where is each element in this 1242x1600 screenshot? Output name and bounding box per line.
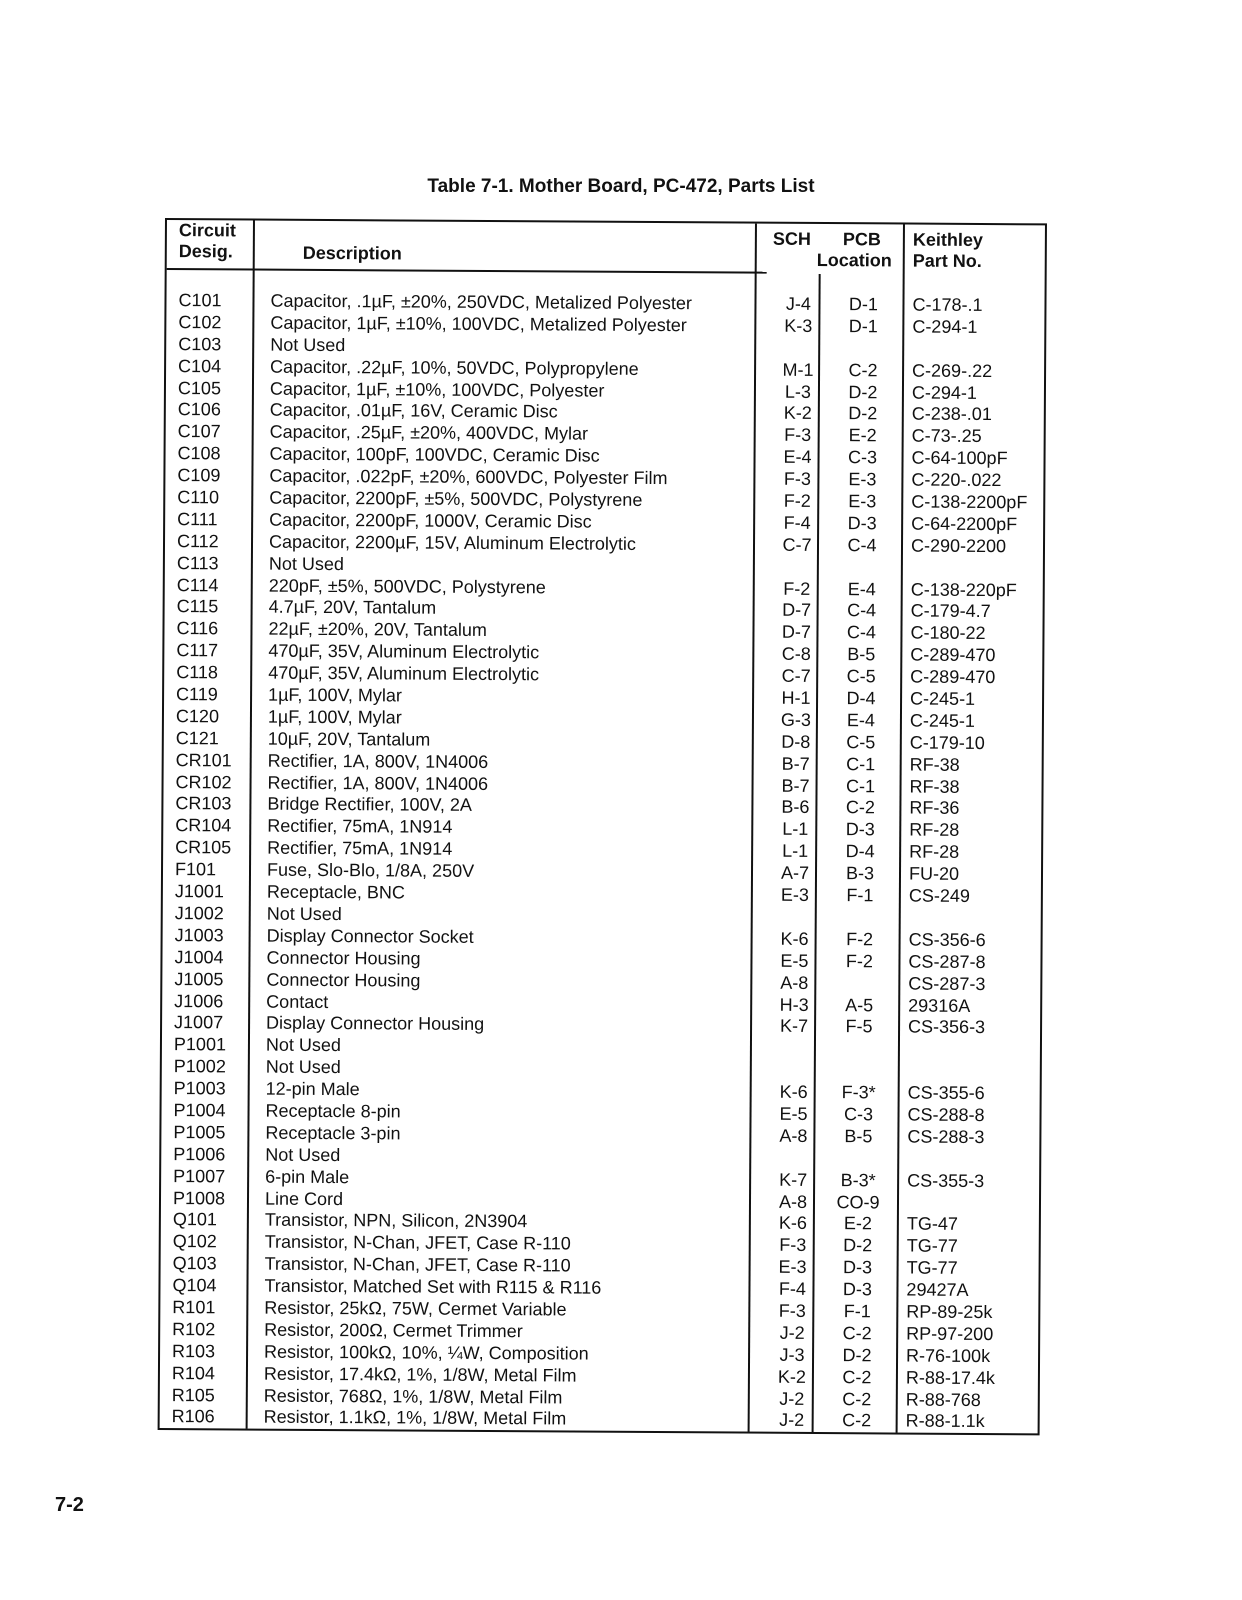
part-number-cell: FU-20 (908, 863, 960, 885)
part-number-cell: CS-355-6 (907, 1082, 985, 1104)
pcb-location-cell: C-2 (845, 797, 875, 818)
part-number-cell: C-179-10 (909, 732, 985, 753)
part-number-cell: 29316A (908, 995, 971, 1016)
sch-location-cell: J-4 (785, 293, 812, 314)
sch-location-cell: F-3 (779, 1235, 807, 1256)
sch-location-cell: B-7 (781, 775, 810, 796)
circuit-designator: P1001 (173, 1034, 227, 1055)
sch-location-cell: D-7 (781, 622, 812, 643)
circuit-designator: P1004 (173, 1100, 226, 1121)
pcb-location-cell: C-4 (847, 600, 877, 621)
description-cell: Not Used (270, 334, 346, 355)
description-cell: Transistor, N-Chan, JFET, Case R-110 (264, 1231, 571, 1254)
part-number-cell: RP-97-200 (906, 1323, 994, 1344)
description-cell: Fuse, Slo-Blo, 1/8A, 250V (266, 859, 475, 882)
circuit-designator: C109 (177, 465, 221, 486)
pcb-location-cell: E-4 (847, 578, 876, 599)
pcb-location-cell: C-2 (842, 1323, 872, 1344)
part-number-cell: CS-288-3 (907, 1126, 985, 1147)
description-cell: Connector Housing (266, 969, 421, 991)
part-number-cell: CS-355-3 (907, 1170, 985, 1191)
sch-location-cell: J-2 (779, 1388, 805, 1409)
circuit-designator: Q101 (172, 1209, 217, 1230)
part-number-cell: C-245-1 (910, 688, 976, 709)
part-number-cell: C-269-.22 (912, 360, 993, 381)
pcb-location-cell: D-2 (843, 1235, 873, 1256)
sch-location-cell: L-3 (784, 381, 812, 402)
sch-location-cell: K-7 (779, 1016, 809, 1037)
sch-location-cell: A-7 (780, 862, 810, 884)
part-number-cell: C-180-22 (910, 622, 986, 644)
circuit-designator: P1006 (173, 1143, 226, 1165)
table-title: Table 7-1. Mother Board, PC-472, Parts List (427, 176, 815, 197)
description-cell: 1µF, 100V, Mylar (267, 706, 402, 728)
sch-location-cell: L-1 (782, 819, 809, 840)
circuit-designator: P1002 (173, 1056, 226, 1077)
description-cell: Resistor, 17.4kΩ, 1%, 1/8W, Metal Film (263, 1363, 577, 1386)
description-cell: Capacitor, 1µF, ±10%, 100VDC, Polyester (269, 378, 605, 401)
pcb-location-cell: D-4 (845, 841, 875, 862)
sch-location-cell: C-8 (781, 644, 811, 665)
circuit-designator: C110 (177, 487, 220, 508)
header-part (913, 230, 983, 272)
circuit-designator: Q102 (172, 1231, 217, 1252)
pcb-location-cell: C-3 (843, 1104, 874, 1125)
header-location: Location (816, 249, 892, 271)
description-cell: Capacitor, 2200µF, 15V, Aluminum Electrolytic (268, 531, 636, 554)
description-cell: Capacitor, 2200pF, ±5%, 500VDC, Polystyrene (269, 487, 643, 510)
sch-location-cell: H-1 (781, 687, 811, 708)
header-part-line2: Part No. (912, 250, 982, 271)
description-cell: Not Used (265, 1056, 341, 1078)
description-cell: Transistor, NPN, Silicon, 2N3904 (264, 1210, 528, 1232)
sch-location-cell: F-3 (783, 468, 811, 490)
description-cell: 4.7µF, 20V, Tantalum (268, 597, 437, 619)
pcb-location-cell: E-3 (848, 469, 877, 490)
description-cell: 1µF, 100V, Mylar (268, 684, 402, 706)
circuit-designator: C104 (178, 355, 222, 377)
description-cell: Capacitor, .25µF, ±20%, 400VDC, Mylar (269, 421, 589, 444)
sch-location-cell: D-7 (782, 600, 812, 621)
pcb-location-cell: F-2 (846, 929, 874, 950)
sch-location-cell: A-8 (778, 1191, 808, 1212)
sch-location-cell: G-3 (780, 709, 812, 730)
pcb-location-cell: D-2 (842, 1344, 872, 1366)
sch-location-cell: E-3 (780, 884, 809, 905)
circuit-designator: J1003 (174, 924, 224, 946)
description-cell: Rectifier, 75mA, 1N914 (267, 816, 453, 838)
part-number-cell: C-220-.022 (911, 469, 1002, 491)
circuit-designator: C111 (177, 508, 218, 530)
description-cell: Capacitor, 1µF, ±10%, 100VDC, Metalized Polyester (270, 312, 687, 336)
pcb-location-cell: B-5 (847, 644, 876, 665)
pcb-location-cell: C-4 (847, 534, 877, 556)
circuit-designator: J1001 (174, 881, 224, 902)
pcb-location-cell: D-2 (848, 381, 878, 402)
circuit-designator: C116 (176, 618, 219, 639)
pcb-location-cell: D-3 (845, 819, 875, 840)
sch-location-cell: M-1 (782, 359, 814, 380)
pcb-location-cell: C-2 (842, 1366, 872, 1387)
circuit-designator: C112 (176, 530, 219, 552)
description-cell: Not Used (265, 1034, 342, 1056)
circuit-designator: CR102 (175, 771, 232, 793)
part-number-cell: CS-356-3 (908, 1016, 986, 1038)
header-description: Description (302, 242, 402, 264)
pcb-location-cell: C-5 (846, 666, 876, 687)
part-number-cell: C-238-.01 (911, 404, 992, 425)
description-cell: 12-pin Male (265, 1078, 360, 1100)
table-row (160, 1406, 1038, 1433)
circuit-designator: C114 (176, 574, 219, 595)
circuit-designator: C115 (176, 596, 219, 617)
pcb-location-cell: B-5 (844, 1126, 873, 1147)
circuit-designator: C119 (176, 684, 218, 705)
part-number-cell: R-88-17.4k (905, 1367, 996, 1388)
circuit-designator: P1005 (173, 1121, 226, 1143)
description-cell: Resistor, 200Ω, Cermet Trimmer (264, 1319, 523, 1342)
description-cell: Capacitor, .01µF, 16V, Ceramic Disc (269, 400, 558, 422)
description-cell: Display Connector Housing (266, 1013, 485, 1035)
pcb-location-cell: D-2 (848, 403, 878, 424)
circuit-designator: C117 (176, 640, 219, 661)
circuit-designator: R106 (171, 1406, 215, 1427)
part-number-cell: C-294-1 (912, 316, 978, 337)
part-number-cell: RF-36 (909, 798, 960, 819)
header-circuit-line2: Desig. (178, 241, 233, 262)
sch-location-cell: J-2 (779, 1322, 805, 1343)
header-circuit (179, 220, 236, 262)
sch-location-cell: E-5 (779, 1103, 808, 1124)
sch-location-cell: J-3 (779, 1344, 805, 1365)
sch-location-cell: H-3 (779, 994, 809, 1015)
part-number-cell: C-289-470 (910, 666, 996, 688)
part-number-cell: C-178-.1 (912, 294, 983, 315)
sch-location-cell: E-4 (783, 447, 812, 468)
circuit-designator: R102 (172, 1318, 216, 1340)
circuit-designator: R105 (171, 1384, 215, 1405)
circuit-designator: C101 (178, 290, 222, 311)
pcb-location-cell: D-4 (846, 688, 876, 709)
part-number-cell: C-138-2200pF (911, 491, 1028, 513)
description-cell: Transistor, Matched Set with R115 & R116 (264, 1275, 602, 1298)
description-cell: Receptacle 3-pin (265, 1122, 401, 1144)
pcb-location-cell: E-2 (843, 1213, 872, 1234)
pcb-location-cell: F-2 (845, 950, 874, 972)
pcb-location-cell: C-1 (845, 775, 876, 796)
circuit-designator: C118 (176, 662, 218, 683)
table-body (160, 290, 1045, 1434)
header-rule (167, 268, 767, 274)
description-cell: 10µF, 20V, Tantalum (267, 728, 431, 750)
part-number-cell: C-179-4.7 (910, 601, 991, 622)
part-number-cell: RF-38 (909, 754, 960, 775)
sch-location-cell: F-4 (778, 1278, 807, 1300)
pcb-location-cell: C-2 (842, 1410, 872, 1431)
circuit-designator: CR103 (175, 793, 232, 814)
sch-location-cell: J-2 (779, 1410, 805, 1431)
pcb-location-cell: F-1 (843, 1301, 871, 1322)
part-number-cell: CS-287-8 (908, 951, 986, 972)
sch-location-cell: C-7 (781, 665, 811, 687)
pcb-location-cell: B-3 (845, 863, 875, 884)
circuit-designator: Q103 (172, 1253, 217, 1274)
part-number-cell: R-88-1.1k (905, 1410, 985, 1432)
part-number-cell: RP-89-25k (906, 1301, 993, 1323)
pcb-location-cell: F-5 (845, 1016, 873, 1037)
part-number-cell: RF-28 (909, 841, 960, 863)
description-cell: 470µF, 35V, Aluminum Electrolytic (268, 662, 540, 685)
sch-location-cell: B-7 (781, 753, 810, 774)
circuit-designator: C120 (175, 705, 220, 727)
part-number-cell: 29427A (906, 1279, 969, 1301)
pcb-location-cell: D-1 (848, 316, 878, 337)
sch-location-cell: K-6 (778, 1213, 807, 1234)
sch-location-cell: A-8 (779, 1125, 808, 1146)
circuit-designator: CR104 (175, 815, 232, 836)
pcb-location-cell: D-3 (843, 1257, 873, 1278)
description-cell: Capacitor, .1µF, ±20%, 250VDC, Metalized Polyester (270, 290, 693, 314)
part-number-cell: R-88-768 (905, 1389, 981, 1410)
description-cell: Not Used (265, 1144, 341, 1165)
circuit-designator: P1008 (172, 1187, 226, 1208)
pcb-location-cell: D-3 (847, 513, 877, 534)
circuit-designator: J1007 (174, 1012, 224, 1033)
circuit-designator: C107 (177, 421, 221, 442)
part-number-cell: CS-356-6 (908, 929, 986, 950)
circuit-designator: R104 (171, 1362, 216, 1383)
part-number-cell: RF-38 (909, 776, 960, 797)
circuit-designator: CR105 (175, 837, 232, 858)
pcb-location-cell: C-2 (848, 359, 878, 381)
pcb-location-cell: C-5 (846, 731, 876, 753)
sch-location-cell: F-3 (778, 1300, 806, 1321)
description-cell: Resistor, 100kΩ, 10%, ¼W, Composition (264, 1341, 589, 1364)
description-cell: Display Connector Socket (266, 925, 474, 947)
part-number-cell: C-64-2200pF (911, 513, 1018, 535)
sch-location-cell: K-2 (777, 1366, 806, 1387)
description-cell: Not Used (266, 903, 342, 925)
circuit-designator: J1002 (174, 903, 224, 924)
circuit-designator: C102 (178, 311, 222, 333)
sch-location-cell: K-6 (779, 1081, 808, 1103)
pcb-location-cell: CO-9 (836, 1191, 880, 1212)
description-cell: 220pF, ±5%, 500VDC, Polystyrene (268, 575, 546, 597)
pcb-location-cell: A-5 (845, 994, 874, 1015)
description-cell: Rectifier, 1A, 800V, 1N4006 (267, 750, 489, 772)
circuit-designator: R101 (172, 1297, 216, 1318)
sch-location-cell: K-6 (780, 928, 809, 949)
circuit-designator: CR101 (175, 749, 232, 771)
sch-location-cell: L-1 (782, 841, 809, 862)
circuit-designator: C113 (176, 552, 219, 574)
pcb-location-cell: D-1 (848, 294, 879, 315)
pcb-location-cell: E-3 (848, 491, 877, 512)
header-part-line1: Keithley (912, 229, 983, 250)
part-number-cell: C-73-.25 (911, 425, 982, 447)
description-cell: Resistor, 25kΩ, 75W, Cermet Variable (264, 1297, 567, 1320)
description-cell: Not Used (268, 553, 344, 574)
description-cell: Transistor, N-Chan, JFET, Case R-110 (264, 1253, 571, 1276)
circuit-designator: Q104 (172, 1275, 217, 1296)
part-number-cell: RF-28 (909, 819, 960, 841)
part-number-cell: C-290-2200 (910, 535, 1007, 556)
pcb-location-cell: E-4 (846, 710, 876, 731)
pcb-location-cell: E-2 (848, 425, 877, 446)
description-cell: Resistor, 1.1kΩ, 1%, 1/8W, Metal Film (263, 1407, 567, 1429)
part-number-cell: TG-77 (906, 1257, 958, 1279)
circuit-designator: C105 (177, 377, 222, 398)
description-cell: Bridge Rectifier, 100V, 2A (267, 794, 472, 816)
circuit-designator: C108 (177, 443, 221, 464)
circuit-designator: C103 (178, 333, 222, 355)
sch-location-cell: E-3 (778, 1256, 807, 1278)
part-number-cell: CS-288-8 (907, 1104, 985, 1125)
sch-location-cell: B-6 (781, 797, 810, 818)
sch-location-cell: E-5 (780, 950, 809, 971)
part-number-cell: TG-47 (906, 1213, 958, 1235)
circuit-designator: P1003 (173, 1078, 226, 1099)
description-cell: Capacitor, 2200pF, 1000V, Ceramic Disc (269, 509, 592, 532)
circuit-designator: C121 (175, 727, 219, 749)
sch-location-cell: F-2 (783, 490, 811, 511)
part-number-cell: CS-287-3 (908, 973, 986, 994)
sch-location-cell: K-3 (784, 315, 813, 336)
circuit-designator: J1005 (174, 968, 224, 989)
sch-location-cell: A-8 (780, 972, 809, 993)
description-cell: 470µF, 35V, Aluminum Electrolytic (268, 640, 540, 663)
description-cell: Line Cord (264, 1188, 344, 1209)
sch-location-cell: K-2 (783, 403, 812, 424)
description-cell: 22µF, ±20%, 20V, Tantalum (268, 618, 487, 641)
header-pcb: PCB (842, 229, 881, 250)
pcb-location-cell: F-3* (841, 1082, 876, 1103)
header-circuit-line1: Circuit (178, 220, 237, 241)
description-cell: Receptacle 8-pin (265, 1100, 401, 1122)
part-number-cell: C-245-1 (909, 710, 976, 731)
sch-location-cell: C-7 (782, 534, 812, 555)
circuit-designator: C106 (177, 399, 221, 420)
sch-location-cell: F-4 (783, 512, 811, 533)
pcb-location-cell: C-2 (842, 1388, 872, 1409)
part-number-cell: TG-77 (906, 1235, 958, 1257)
description-cell: Capacitor, 100pF, 100VDC, Ceramic Disc (269, 443, 600, 466)
page-number: 7-2 (55, 1494, 84, 1516)
description-cell: Capacitor, .22µF, 10%, 50VDC, Polypropylene (270, 356, 639, 379)
description-cell: Receptacle, BNC (266, 881, 406, 903)
pcb-location-cell: C-1 (846, 753, 876, 775)
circuit-designator: J1004 (174, 946, 224, 968)
pcb-location-cell: D-3 (842, 1279, 873, 1300)
circuit-designator: P1007 (173, 1165, 226, 1187)
circuit-designator: R103 (172, 1340, 216, 1362)
description-cell: Contact (266, 991, 329, 1012)
part-number-cell: C-294-1 (911, 382, 978, 403)
description-cell: Capacitor, .022pF, ±20%, 600VDC, Polyester Film (269, 465, 668, 489)
description-cell: Connector Housing (266, 947, 421, 969)
circuit-designator: F101 (174, 859, 217, 880)
part-number-cell: C-138-220pF (910, 579, 1017, 600)
pcb-location-cell: C-3 (847, 447, 878, 468)
parts-table (158, 218, 1047, 1435)
header-sch: SCH (772, 228, 811, 249)
part-number-cell: R-76-100k (906, 1345, 991, 1366)
pcb-location-cell: C-4 (846, 622, 877, 643)
sch-location-cell: F-3 (784, 425, 812, 446)
part-number-cell: C-289-470 (910, 644, 996, 666)
sch-location-cell: D-8 (781, 731, 811, 752)
part-number-cell: C-64-100pF (911, 447, 1008, 469)
description-cell: Rectifier, 75mA, 1N914 (267, 837, 453, 860)
description-cell: Resistor, 768Ω, 1%, 1/8W, Metal Film (263, 1385, 563, 1407)
circuit-designator: J1006 (174, 990, 224, 1011)
pcb-location-cell: F-1 (846, 885, 874, 906)
pcb-location-cell: B-3* (840, 1169, 876, 1190)
part-number-cell: CS-249 (908, 885, 970, 906)
description-cell: Rectifier, 1A, 800V, 1N4006 (267, 772, 489, 794)
sch-location-cell: F-2 (783, 578, 811, 599)
sch-location-cell: K-7 (779, 1169, 808, 1190)
description-cell: 6-pin Male (265, 1166, 350, 1187)
